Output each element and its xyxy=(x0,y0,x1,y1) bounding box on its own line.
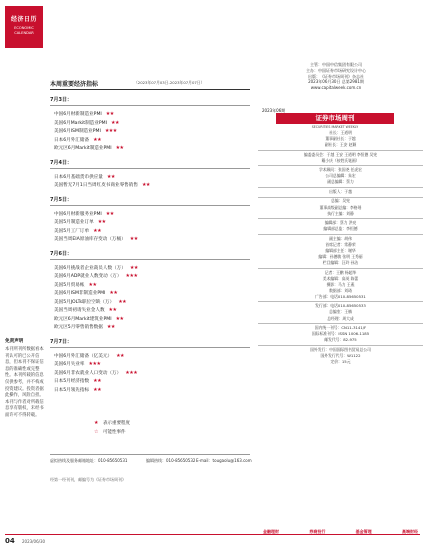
importance-stars: ★★ xyxy=(93,386,102,393)
event-label: 美国6月Markit制造业PMI xyxy=(54,120,107,126)
calendar-event xyxy=(50,323,250,332)
staff-line: 董事高级副总编：李格瑶 xyxy=(319,204,362,210)
page-footer-rule xyxy=(5,534,420,535)
section-badge xyxy=(5,6,43,48)
event-label: 中国6月财新服务业PMI xyxy=(54,211,102,217)
calendar-title: 本周重要经济指标 xyxy=(50,81,99,88)
masthead-line: www.capitalweek.com.cn xyxy=(310,85,362,91)
calendar-event xyxy=(50,289,250,298)
staff-line: 执行主编：刘静 xyxy=(327,210,354,216)
importance-stars: ★★★ xyxy=(125,369,138,376)
staff-line: 编辑部主任：谢华 xyxy=(325,247,356,253)
staff-line: 首席记者：常静荣 xyxy=(325,241,356,247)
ad-logo: 基金管理 xyxy=(355,529,372,534)
importance-stars: ★★ xyxy=(93,227,102,234)
staff-line: 副主编：胡伟 xyxy=(329,235,352,241)
staff-line: 学术顾问：张国尧 任虎宏 xyxy=(319,167,362,173)
event-label: 美国暂无7月1日当周红皮书商业零售销售 xyxy=(54,183,138,189)
footer-hotline: 虚拟热线及服务邮箱地址：010-85650531 xyxy=(50,458,128,463)
calendar-event xyxy=(50,119,250,128)
footer-note: 经第一经刊刊，邮编号为《证券市场周刊》 xyxy=(50,477,126,482)
masthead-line: 主管：中国中信集团有限公司 xyxy=(310,62,362,67)
calendar-event xyxy=(50,110,250,119)
calendar-event xyxy=(50,272,250,281)
importance-stars: ★★ xyxy=(106,324,115,331)
staff-line: 栏目编辑：汪玲 孙洁 xyxy=(322,260,359,266)
event-label: 中国6月财新制造业PMI xyxy=(54,112,102,118)
staff-line: 发行部：电话010-85650533 xyxy=(315,303,366,309)
importance-stars: ★★★ xyxy=(88,361,101,368)
magazine-logo-subtitle: SECURITIES MARKET WEEKLY xyxy=(311,125,359,129)
calendar-event xyxy=(50,298,250,307)
economic-calendar xyxy=(50,90,250,394)
staff-line: 出版人：于越 xyxy=(329,188,352,194)
event-label: 欧元区6月Markit建筑业PMI xyxy=(54,316,112,322)
calendar-event xyxy=(50,386,250,395)
staff-line: 国外发行代号：W1122 xyxy=(320,352,361,358)
importance-stars: ★★ xyxy=(105,210,114,217)
event-label: 美国当周EIA原油库存变动（万桶） xyxy=(54,237,126,243)
day-heading: 7月6日： xyxy=(50,250,250,260)
staff-line: 总编：吴宪 xyxy=(331,198,350,204)
calendar-event xyxy=(50,173,250,182)
calendar-event xyxy=(50,306,250,315)
day-block xyxy=(50,159,250,190)
staff-line: 总编室：王楠 xyxy=(329,309,352,315)
event-label: 美国5月贸易帐 xyxy=(54,282,85,288)
legend-item xyxy=(94,427,130,436)
staff-line: 广告部：电话010-85650531 xyxy=(315,293,366,299)
staff-line: 编辑：孙德敏 张明 王秀丽 xyxy=(318,253,363,259)
calendar-event xyxy=(50,227,250,236)
staff-line: 董事副社长：于越 xyxy=(325,136,356,142)
masthead xyxy=(276,62,396,91)
day-block xyxy=(50,96,250,153)
importance-stars: ★★ xyxy=(129,264,138,271)
disclaimer xyxy=(5,338,45,420)
legend-symbol: ★ xyxy=(94,419,99,426)
calendar-event xyxy=(50,235,250,244)
issue-number: 2023年06期 xyxy=(262,108,286,113)
staff-line: 国际标准刊号：ISSN 1006-1185 xyxy=(311,331,370,337)
footer-editor-line: 编辑热线：010-85650532 xyxy=(146,458,196,463)
calendar-event xyxy=(50,218,250,227)
event-label: 美国当周初请失业金人数 xyxy=(54,308,105,314)
event-label: 美国5月制造业订单 xyxy=(54,220,94,226)
importance-stars: ★★★ xyxy=(125,273,138,280)
importance-stars: ★★ xyxy=(115,315,124,322)
event-label: 美国5月JOLTs职位空缺（万） xyxy=(54,299,115,305)
event-label: 日本5月经济指数 xyxy=(54,379,90,385)
staff-line: 国内统一刊号：CN11-3141/F xyxy=(314,325,367,331)
legend-text: 可能性事件 xyxy=(103,429,126,435)
importance-stars: ★★★ xyxy=(104,128,117,135)
legend-symbol: ☆ xyxy=(94,428,99,435)
calendar-event xyxy=(50,144,250,153)
importance-stars: ★★ xyxy=(106,173,115,180)
staff-line: 总经理：周大成 xyxy=(327,315,354,321)
event-label: 日本6月外汇储备 xyxy=(54,137,90,143)
staff-line: 编辑部：蔡力 洪亮 xyxy=(324,220,357,226)
calendar-event xyxy=(50,210,250,219)
ad-logo: 券商投行 xyxy=(309,529,326,534)
importance-stars: ★★ xyxy=(93,378,102,385)
staff-listing xyxy=(258,130,423,365)
staff-line: 社长：王道明 xyxy=(329,130,352,135)
importance-stars: ★★ xyxy=(129,236,138,243)
event-label: 美国6月挑战者企业裁员人数（万） xyxy=(54,265,126,271)
event-label: 美国6月失业率 xyxy=(54,362,85,368)
legend-item xyxy=(94,418,130,427)
day-block xyxy=(50,250,250,332)
staff-line: 国外发行：中国国际图书贸易总公司 xyxy=(310,346,371,352)
importance-stars: ★★ xyxy=(109,290,118,297)
ad-logo: 高端财经 xyxy=(401,529,418,534)
masthead-line: 2023年06月30日 总第2981期 xyxy=(308,79,364,85)
event-label: 中国6月外汇储备（亿美元） xyxy=(54,353,113,359)
staff-line: 美术编辑：高英 陈蕾 xyxy=(322,275,359,281)
importance-stars: ★★ xyxy=(108,307,117,314)
page-number: 04 xyxy=(5,537,15,545)
day-heading: 7月4日： xyxy=(50,159,250,169)
importance-stars: ★★ xyxy=(105,111,114,118)
calendar-event xyxy=(50,369,250,378)
page-date: 2023/06/30 xyxy=(22,539,46,544)
importance-stars: ★★ xyxy=(97,219,106,226)
disclaimer-title: 免责声明 xyxy=(5,339,24,344)
calendar-event xyxy=(50,181,250,190)
ad-logo: 金融理财 xyxy=(263,529,279,534)
day-heading: 7月7日： xyxy=(50,338,250,348)
day-heading: 7月5日： xyxy=(50,196,250,206)
staff-line: 数据部：刘琦 xyxy=(329,287,352,293)
magazine-logo: 证券市场周刊 xyxy=(276,113,394,124)
staff-line: 公司总编辑：朱宏 xyxy=(325,173,356,179)
event-label: 日本6月基础货币供应量 xyxy=(54,174,103,180)
event-label: 美国6月ISM制造业PMI xyxy=(54,129,101,135)
event-label: 美国6月ISM非制造业PMI xyxy=(54,291,106,297)
event-label: 美国5月工厂订单 xyxy=(54,228,90,234)
calendar-event xyxy=(50,127,250,136)
section-badge-title: 经济日历 xyxy=(10,16,37,23)
importance-stars: ★★ xyxy=(141,182,150,189)
calendar-event xyxy=(50,360,250,369)
importance-stars: ★★ xyxy=(116,352,125,359)
staff-line: 定价：15元 xyxy=(330,358,351,364)
legend-text: 表示重要程度 xyxy=(103,420,130,426)
calendar-event xyxy=(50,136,250,145)
footer-email[interactable]: E-mail：tougaolu@163.com xyxy=(196,458,252,463)
staff-line: 邮发代号：82-975 xyxy=(324,337,357,343)
staff-line: 编辑部总监：李恒德 xyxy=(323,226,358,232)
staff-line: 摄影：马力 王燕 xyxy=(326,281,355,287)
masthead-line: 出版：《证券市场周刊》杂志社 xyxy=(308,73,364,79)
calendar-event xyxy=(50,377,250,386)
staff-line: 副社长：王安 赵颖 xyxy=(324,142,357,148)
staff-line: 记者：王鹏 杨超华 xyxy=(324,269,357,275)
disclaimer-body: 本刊所刊所数据看本刊认可的已公开信息，但本刊不保证信息的准确性或完整性。本刊所载的信息仅供参考，并不构成投资建议。投资者据此操作，风险自担。本刊与作者对所载信息享有版权，未经书面许可不得转载。 xyxy=(5,347,44,418)
staff-line: 副总编辑：蔡力 xyxy=(327,179,354,185)
event-label: 欧元区6月Markit制造业PMI xyxy=(54,146,112,152)
day-block xyxy=(50,338,250,395)
calendar-event xyxy=(50,315,250,324)
calendar-event xyxy=(50,352,250,361)
day-block xyxy=(50,196,250,244)
importance-stars: ★★ xyxy=(110,119,119,126)
event-label: 美国6月ADP就业人数变动（万） xyxy=(54,274,122,280)
staff-line: 戴小庆（按姓氏笔画） xyxy=(321,157,360,163)
importance-stars: ★★ xyxy=(118,298,127,305)
calendar-dates: （2023年07月03日-2023年07月07日） xyxy=(134,80,205,85)
importance-stars: ★★ xyxy=(88,281,97,288)
event-label: 欧元区5月零售销售数据 xyxy=(54,325,103,331)
day-heading: 7月3日： xyxy=(50,96,250,106)
importance-stars: ★★ xyxy=(115,145,124,152)
footer-rule xyxy=(50,454,250,455)
calendar-event xyxy=(50,281,250,290)
event-label: 美国6月非农就业人口变动（万） xyxy=(54,370,122,376)
event-label: 日本5月领先指标 xyxy=(54,387,90,393)
importance-stars: ★★ xyxy=(93,136,102,143)
staff-line: 编委委员会：于越 王安 王道明 李恒德 吴宪 xyxy=(303,151,378,157)
section-badge-subtitle: ECONOMIC CALENDAR xyxy=(14,26,34,35)
masthead-line: 主办：中国证券市场研究设计中心 xyxy=(306,67,366,73)
calendar-event xyxy=(50,264,250,273)
importance-legend xyxy=(94,418,130,436)
